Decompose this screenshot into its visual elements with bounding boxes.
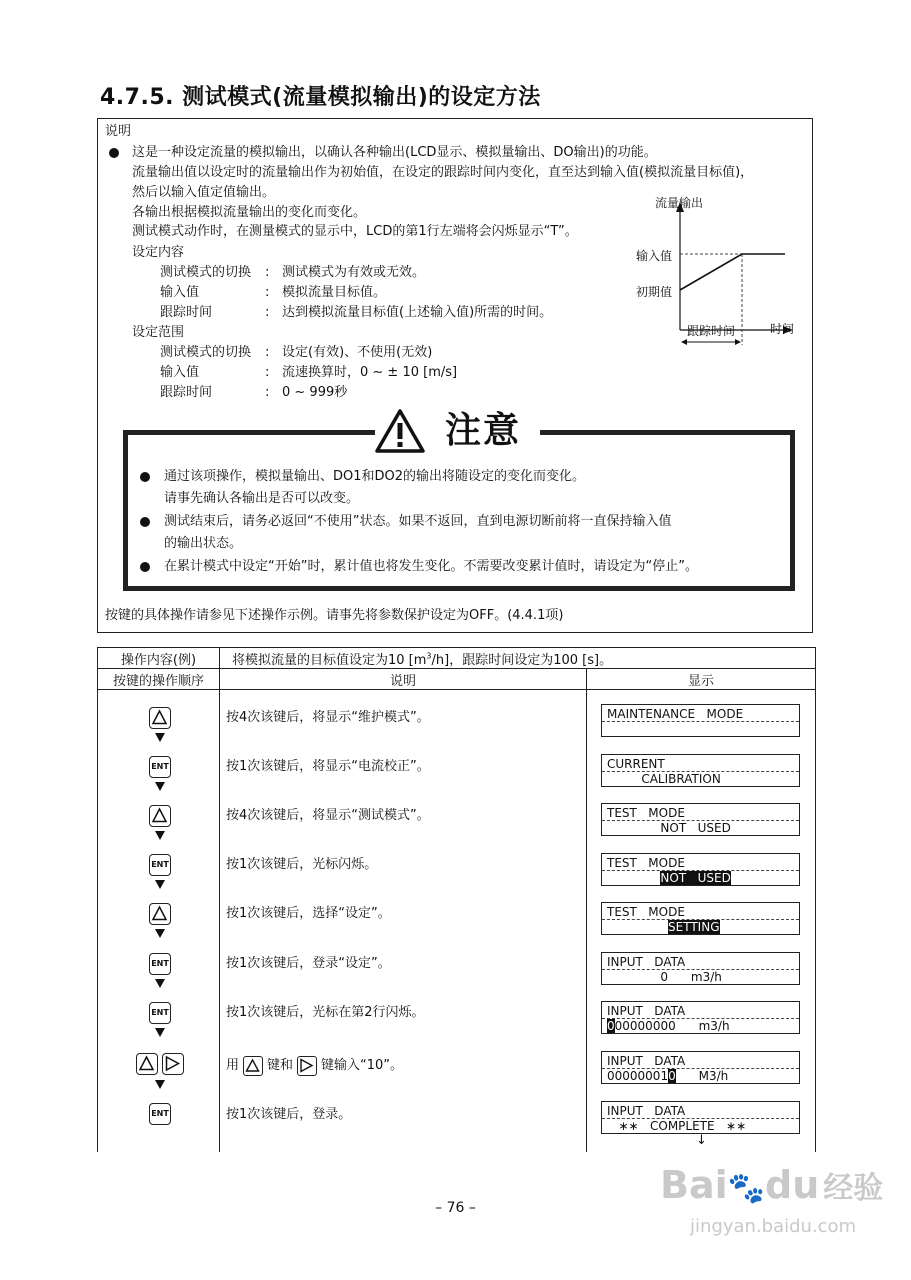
graph-input-label: 输入值 [636, 249, 673, 263]
explanation-line-5: 测试模式动作时，在测量模式的显示中，LCD的第1行左端将会闪烁显示“T”。 [132, 224, 578, 239]
step-arrow-icon [155, 782, 165, 791]
up-key-button[interactable] [149, 903, 171, 925]
explanation-line-4: 各输出根据模拟流量输出的变化而变化。 [132, 205, 367, 220]
graph-x-label: 时间 [770, 322, 795, 336]
ent-key-button[interactable]: ENT [149, 756, 171, 778]
setting-label: 跟踪时间 [160, 305, 213, 320]
bullet-icon [140, 517, 150, 527]
caution-item: 在累计模式中设定“开始”时，累计值也将发生变化。不需要改变累计值时，请设定为“停止”。 [164, 559, 698, 574]
setting-value: 模拟流量目标值。 [282, 285, 387, 300]
range-colon: : [265, 365, 270, 380]
step-arrow-icon [155, 880, 165, 889]
step-desc: 用 键和 键输入“10”。 [226, 1054, 403, 1076]
cursor-highlight: SETTING [668, 920, 720, 934]
range-colon: : [265, 345, 270, 360]
watermark-logo: Bai🐾du 经验 [660, 1163, 884, 1207]
range-colon: : [265, 385, 270, 400]
graph-tracking-label: 跟踪时间 [687, 324, 736, 338]
graph-y-label: 流量输出 [655, 196, 704, 210]
example-label: 操作内容(例) [98, 648, 220, 669]
up-key-button[interactable] [149, 707, 171, 729]
setting-label: 测试模式的切换 [160, 265, 252, 280]
step-desc: 按4次该键后，将显示“维护模式”。 [226, 710, 430, 725]
ent-key-button[interactable]: ENT [149, 953, 171, 975]
step-desc: 按4次该键后，将显示“测试模式”。 [226, 808, 430, 823]
col-keys-header: 按键的操作顺序 [98, 669, 220, 690]
caution-item: 请事先确认各输出是否可以改变。 [164, 491, 360, 506]
lcd-display: MAINTENANCE MODE [601, 704, 800, 737]
column-header-row [98, 669, 816, 690]
step-desc: 按1次该键后，登录“设定”。 [226, 956, 391, 971]
lcd-display: INPUT DATA 0 m3/h [601, 952, 800, 985]
step-desc: 按1次该键后，光标在第2行闪烁。 [226, 1005, 425, 1020]
page-title: 4.7.5. 测试模式(流量模拟输出)的设定方法 [100, 85, 541, 110]
explanation-heading: 说明 [105, 124, 132, 139]
bullet-icon [140, 472, 150, 482]
lcd-display: INPUT DATA ∗∗ COMPLETE ∗∗ [601, 1101, 800, 1134]
step-desc: 按1次该键后，选择“设定”。 [226, 906, 391, 921]
watermark-url: jingyan.baidu.com [690, 1216, 857, 1237]
step-arrow-icon [155, 1028, 165, 1037]
setting-colon: : [265, 285, 270, 300]
up-key-button[interactable] [136, 1053, 158, 1075]
footer-note: 按键的具体操作请参见下述操作示例。请事先将参数保护设定为OFF。(4.4.1项) [105, 608, 564, 623]
step-arrow-icon [155, 979, 165, 988]
lcd-display: TEST MODE NOT USED [601, 803, 800, 836]
bullet-icon [140, 562, 150, 572]
graph-initial-label: 初期值 [636, 285, 673, 299]
col-display-header: 显示 [587, 669, 816, 690]
up-key-button[interactable] [149, 805, 171, 827]
step-desc: 按1次该键后，登录。 [226, 1107, 352, 1122]
setting-value: 达到模拟流量目标值(上述输入值)所需的时间。 [282, 305, 553, 320]
range-label: 输入值 [160, 365, 200, 380]
lcd-display: TEST MODE SETTING [601, 902, 800, 935]
lcd-display: CURRENT CALIBRATION [601, 754, 800, 787]
caution-item: 的输出状态。 [164, 536, 243, 551]
step-arrow-icon [155, 1080, 165, 1089]
step-desc: 按1次该键后，光标闪烁。 [226, 857, 378, 872]
range-value: 设定(有效)、不使用(无效) [282, 345, 433, 360]
range-value: 流速换算时，0 ~ ± 10 [m/s] [282, 365, 458, 380]
lcd-display: INPUT DATA 000000000 m3/h [601, 1001, 800, 1034]
setting-colon: : [265, 305, 270, 320]
range-value: 0 ~ 999秒 [282, 385, 348, 400]
step-arrow-icon [155, 929, 165, 938]
explanation-line-2: 流量输出值以设定时的流量输出作为初始值，在设定的跟踪时间内变化，直至达到输入值(模拟流量目标值)， [132, 165, 754, 180]
cursor-highlight: NOT USED [660, 871, 731, 885]
paw-icon: 🐾 [727, 1171, 765, 1206]
setting-value: 测试模式为有效或无效。 [282, 265, 426, 280]
ent-key-button[interactable]: ENT [149, 854, 171, 876]
step-arrow-icon [155, 733, 165, 742]
setting-colon: : [265, 265, 270, 280]
caution-item: 通过该项操作，模拟量输出、DO1和DO2的输出将随设定的变化而变化。 [164, 469, 586, 484]
settings-heading: 设定内容 [132, 245, 185, 260]
up-key-icon [243, 1056, 263, 1076]
warning-icon [375, 408, 425, 453]
cursor-highlight: 0 [668, 1069, 676, 1083]
caution-item: 测试结束后，请务必返回“不使用”状态。如果不返回，直到电源切断前将一直保持输入值 [164, 514, 672, 529]
step-desc: 按1次该键后，将显示“电流校正”。 [226, 759, 430, 774]
range-heading: 设定范围 [132, 325, 185, 340]
right-key-button[interactable] [162, 1053, 184, 1075]
bullet-icon [109, 148, 119, 158]
graph-span-arrow-right [735, 339, 741, 345]
page-number: – 76 – [435, 1200, 476, 1216]
caution-word: 注意 [445, 410, 522, 451]
cursor-highlight: 0 [607, 1019, 615, 1033]
lcd-display: TEST MODE NOT USED [601, 853, 800, 886]
continue-arrow: ↓ [696, 1133, 707, 1148]
col-desc-header: 说明 [220, 669, 587, 690]
setting-label: 输入值 [160, 285, 200, 300]
step-arrow-icon [155, 831, 165, 840]
caution-title [375, 408, 540, 453]
right-key-icon [297, 1056, 317, 1076]
range-label: 跟踪时间 [160, 385, 213, 400]
example-text: 将模拟流量的目标值设定为10 $[m^3/h]$，跟踪时间设定为100 [s]。 [220, 648, 816, 669]
ent-key-button[interactable]: ENT [149, 1103, 171, 1125]
explanation-line-3: 然后以输入值定值输出。 [132, 185, 276, 200]
ent-key-button[interactable]: ENT [149, 1002, 171, 1024]
graph-output-line [680, 254, 785, 290]
explanation-line-1: 这是一种设定流量的模拟输出，以确认各种输出(LCD显示、模拟量输出、DO输出)的功能。 [132, 145, 657, 160]
range-label: 测试模式的切换 [160, 345, 252, 360]
example-row [98, 648, 816, 669]
lcd-display: INPUT DATA 000000010 M3/h [601, 1051, 800, 1084]
graph-span-arrow-left [681, 339, 687, 345]
